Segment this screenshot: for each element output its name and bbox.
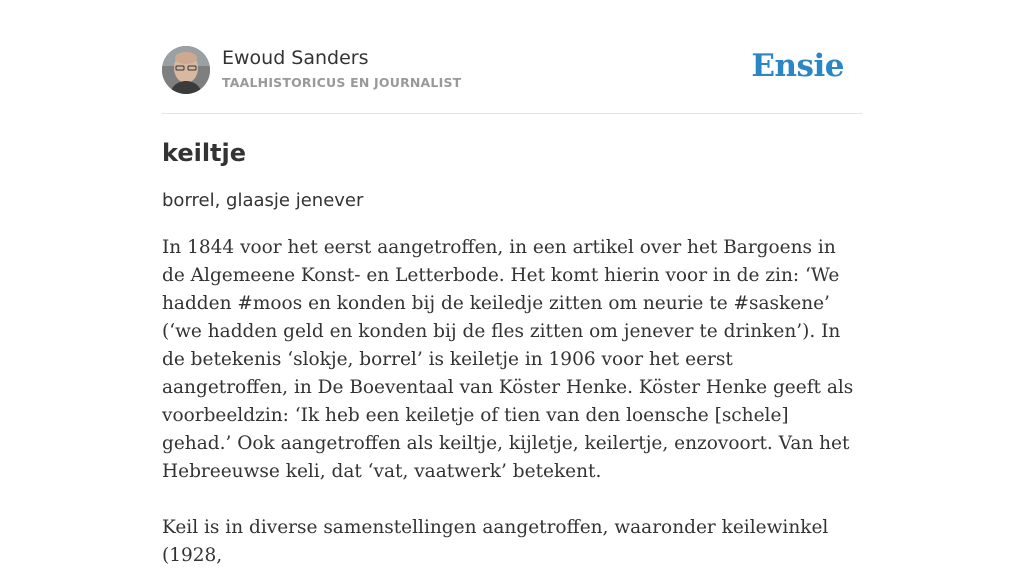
author-header [162, 46, 862, 96]
author-avatar[interactable] [162, 46, 210, 94]
entry-headword: keiltje [162, 139, 247, 167]
header-divider [162, 113, 862, 114]
entry-content [162, 136, 862, 570]
entry-paragraph-2: Keil is in diverse samenstellingen aangetroffen, waaronder keilewinkel (1928, [162, 517, 829, 566]
ensie-logo[interactable]: Ensie [751, 48, 844, 84]
entry-paragraph-1: In 1844 voor het eerst aangetroffen, in een artikel over het Bargoens in de Algemeene Konst- en Letterbode. Het komt hierin voor in de zin: ‘We hadden #moos en konden bij de keiledje zitten om neurie te #saskene’ (‘we hadden geld en konden bij de fles zitten om jenever te drinken’). In de betekenis ‘slokje, borrel’ is keiletje in 1906 voor het eerst aangetroffen, in De Boeventaal van Köster Henke. Köster Henke geeft als voorbeeldzin: ‘Ik heb een keiletje of tien van den loensche [schele] gehad.’ Ook aangetroffen als keiltje, kijletje, keilertje, enzovoort. Van het Hebreeuwse keli, dat ‘vat, vaatwerk’ betekent. [162, 237, 854, 482]
entry-definition: borrel, glaasje jenever [162, 190, 364, 211]
avatar-photo-icon [162, 46, 210, 94]
author-name[interactable]: Ewoud Sanders [222, 47, 369, 69]
author-role: TAALHISTORICUS EN JOURNALIST [222, 75, 462, 90]
